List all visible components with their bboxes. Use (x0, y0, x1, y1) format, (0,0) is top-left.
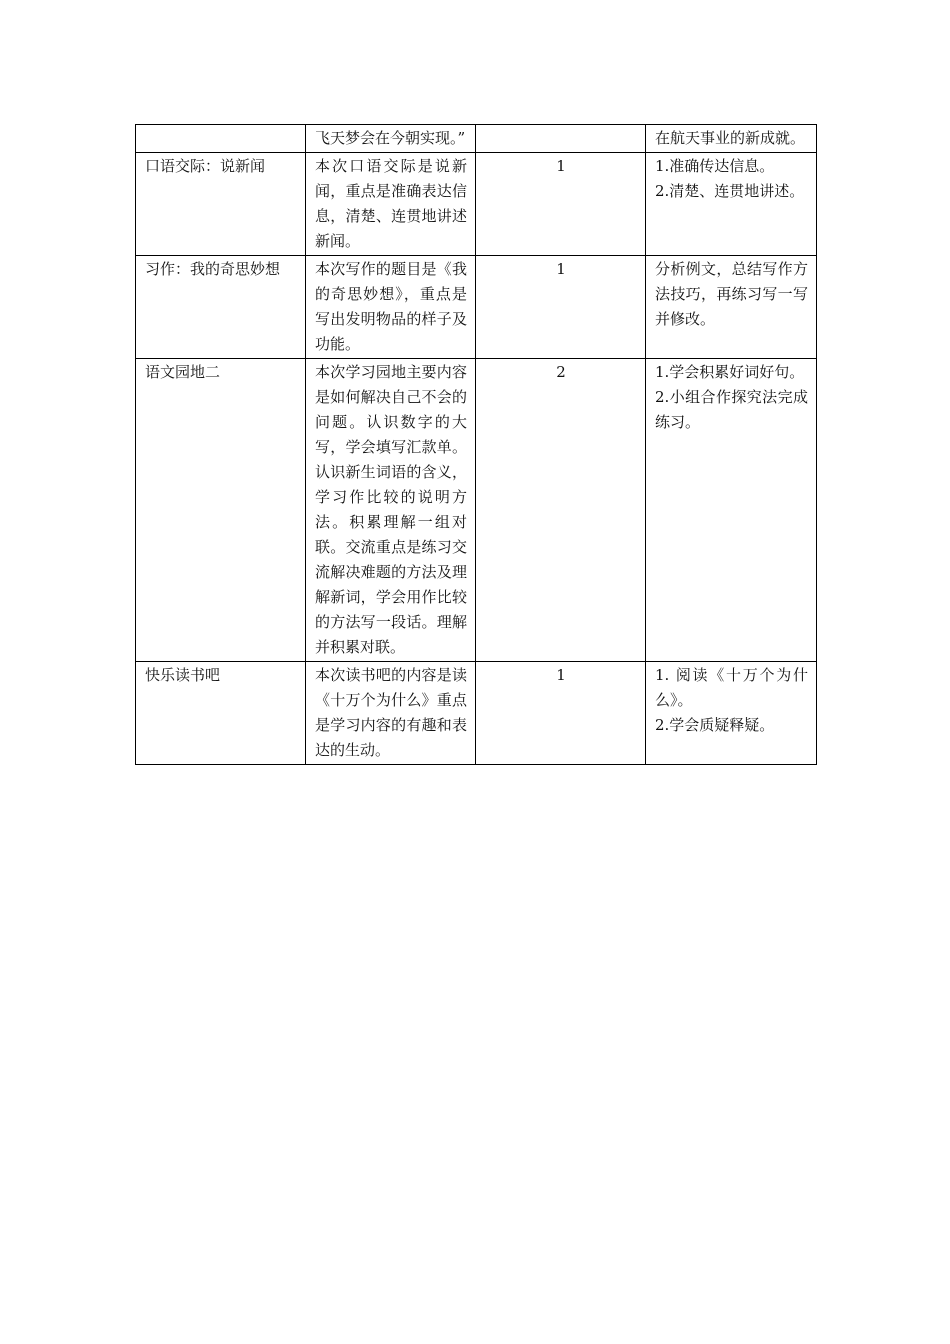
goals-cell (646, 125, 817, 153)
unit-cell (136, 125, 306, 153)
goal-item: 2.小组合作探究法完成练习。 (655, 388, 808, 431)
goal-item: 2.清楚、连贯地讲述。 (655, 182, 805, 200)
content-cell: 飞天梦会在今朝实现。” (306, 125, 476, 153)
goal-item: 2.学会质疑释疑。 (655, 716, 775, 734)
goal-item: 分析例文，总结写作方法技巧，再练习写一写并修改。 (655, 260, 808, 328)
hours-cell: 2 (476, 359, 646, 662)
teaching-plan-table (135, 124, 817, 765)
hours-cell: 1 (476, 256, 646, 359)
goal-item: 在航天事业的新成就。 (655, 129, 806, 147)
hours-cell: 1 (476, 662, 646, 765)
content-cell: 本次写作的题目是《我的奇思妙想》，重点是写出发明物品的样子及功能。 (306, 256, 476, 359)
content-cell: 本次口语交际是说新闻，重点是准确表达信息，清楚、连贯地讲述新闻。 (306, 153, 476, 256)
unit-cell: 快乐读书吧 (136, 662, 306, 765)
goals-cell (646, 359, 817, 662)
table-row (136, 153, 817, 256)
content-cell: 本次读书吧的内容是读《十万个为什么》重点是学习内容的有趣和表达的生动。 (306, 662, 476, 765)
hours-cell (476, 125, 646, 153)
content-cell: 本次学习园地主要内容是如何解决自己不会的问题。认识数字的大写，学会填写汇款单。认识新生词语的含义，学习作比较的说明方法。积累理解一组对联。交流重点是练习交流解决难题的方法及理解新词，学会用作比较的方法写一段话。理解并积累对联。 (306, 359, 476, 662)
goals-cell (646, 662, 817, 765)
table-row (136, 662, 817, 765)
goals-cell (646, 256, 817, 359)
goal-item: 1. 阅读《十万个为什么》。 (655, 666, 808, 709)
table-row (136, 359, 817, 662)
unit-cell: 口语交际：说新闻 (136, 153, 306, 256)
hours-cell: 1 (476, 153, 646, 256)
goal-item: 1.学会积累好词好句。 (655, 363, 805, 381)
table-row (136, 256, 817, 359)
goals-cell (646, 153, 817, 256)
goal-item: 1.准确传达信息。 (655, 157, 775, 175)
unit-cell: 语文园地二 (136, 359, 306, 662)
table-row (136, 125, 817, 153)
unit-cell: 习作：我的奇思妙想 (136, 256, 306, 359)
